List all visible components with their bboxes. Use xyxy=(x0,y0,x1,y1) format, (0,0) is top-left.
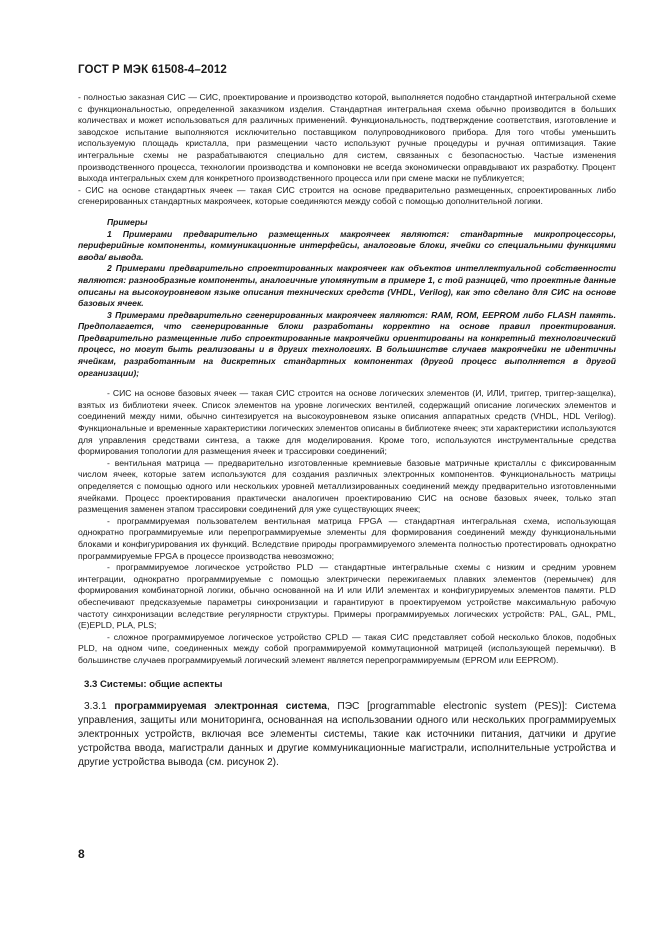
page-number: 8 xyxy=(78,847,85,861)
document-header: ГОСТ Р МЭК 61508-4–2012 xyxy=(78,64,227,76)
paragraph-pld: - программируемое логическое устройство PLD — стандартные интегральные схемы с низким и средним уровнем интеграции, однократно программируемые с помощью электрически пережигаемых плавких элементов (перемычек) для формирования комбинаторной логики, обычно основанной на И или ИЛИ элементах и конфигурируемых элементов памяти. PLD обеспечивают предсказуемые параметры синхронизации и гарантируют в проектируемом устройстве максимальную рабочую частоту синхронизации вследствие регулярности структуры. Примеры программируемых логических устройств: PAL, GAL, PML, (E)EPLD, PLA, PLS; xyxy=(78,562,616,631)
paragraph-gate-cell-asic: - СИС на основе базовых ячеек — такая СИС строится на основе логических элементов (И, ИЛИ, триггер, триггер-защелка), взятых из библиотеки ячеек. Список элементов на уровне логических вентилей, содержащий описание логических элементов и соединений между ними, обычно синтезируется на высокоуровневом языке описания аппаратных средств (VHDL, HDL Verilog). Функциональные и временные характеристики логических элементов описаны в библиотеке ячеек; эти характеристики используются для управления средствами синтеза, а также для моделирования. Кроме того, используются инструментальные средства формирования топологии для размещения ячеек и трассировки соединений; xyxy=(78,388,616,457)
definition-number: 3.3.1 xyxy=(84,701,107,713)
definition-term: программируемая электронная система xyxy=(114,701,327,713)
paragraph-fpga: - программируемая пользователем вентильная матрица FPGA — стандартная интегральная схема, использующая однократно программируемые или перепрограммируемые элементы для формирования соединений между функциональными блоками и конфигурирования их функций. Вследствие природы программируемого элемента полностью протестировать однократно программируемые FPGA в процессе производства невозможно; xyxy=(78,515,616,561)
paragraph-gate-array: - вентильная матрица — предварительно изготовленные кремниевые базовые матричные кристаллы с фиксированным числом ячеек, которые затем используются для создания различных электронных компонентов. Функциональность матрицы определяется с помощью одного или нескольких уровней металлизированных соединений между предварительно изготовленными ячейками. Процесс проектирования практически аналогичен проектированию СИС на основе базовых ячеек, только этап размещения заменен этапом трассировки соединений для уже существующих ячеек; xyxy=(78,457,616,515)
page-content xyxy=(78,92,616,770)
example-item-2: 2 Примерами предварительно спроектированных макроячеек как объектов интеллектуальной собственности являются: разнообразные компоненты, аналогичные упомянутым в примере 1, с той разницей, что проектные данные описаны на высокоуровневом языке описания технических средств (VHDL, Verilog), как это сделано для СИС на основе базовых ячеек. xyxy=(78,263,616,309)
paragraph-cpld: - сложное программируемое логическое устройство CPLD — такая СИС представляет собой несколько блоков, подобных PLD, на одном чипе, соединенных между собой программируемой коммутационной матрицей (использующей перемычки). В большинстве случаев программируемый логический элемент является перепрограммируемым (EPROM или EEPROM). xyxy=(78,631,616,665)
paragraph-standard-cell-asic: - СИС на основе стандартных ячеек — такая СИС строится на основе предварительно размещенных, спроектированных либо сгенерированных стандартных макроячеек, которые соединяются между собой с помощью дополнительной логики. xyxy=(78,184,616,207)
example-item-3: 3 Примерами предварительно сгенерированных макроячеек являются: RAM, ROM, EEPROM либо FLASH память. Предполагается, что сгенерированные блоки разработаны корректно на основе правил проектирования. Предварительно размещенные либо спроектированные макроячейки ориентированы на конкретный технологический процесс, но могут быть реализованы и в других технологиях. В большинстве случаев макроячейки не идентичны ячейкам, разработанным на дискретных стандартных компонентах (другой процесс выполняется в другой организации); xyxy=(78,309,616,378)
paragraph-full-custom-asic: - полностью заказная СИС — СИС, проектирование и производство которой, выполняется подобно стандартной интегральной схеме с функциональностью, определенной заказчиком изделия. Стандартная интегральная схема обычно производится в больших количествах и может использоваться для различных применений. Функциональность, подтверждение соответствия, изготовление и заводское испытание выполняются исключительно поставщиком полупроводникового прибора. Для того чтобы уменьшить используемую площадь кристалла, при размещении часто используют ручные процедуры и ручная оптимизация. Такие интегральные схемы не разрабатываются специально для систем, связанных с безопасностью. Частые изменения производственного процесса, технологии производства и компоновки не всегда экономически оправдывают их разработку. Процент выхода интегральных схем для конкретного производственного процесса или при смене маски не публикуется; xyxy=(78,92,616,184)
examples-heading: Примеры xyxy=(107,216,148,227)
definition-3-3-1 xyxy=(78,700,616,770)
example-item-1: 1 Примерами предварительно размещенных макроячеек являются: стандартные микропроцессоры, периферийные компоненты, коммуникационные интерфейсы, аналоговые блоки, ячейки со специальными функциями ввода/ вывода. xyxy=(78,228,616,262)
section-heading: 3.3 Системы: общие аспекты xyxy=(84,678,223,690)
definition-body: , ПЭС [programmable electronic system (PES)]: Система управления, защиты или мониторинга, основанная на использовании одного или нескольких программируемых электронных устройств, включая все элементы системы, такие как источники питания, датчики и другие устройства ввода, магистрали данных и другие коммуникационные магистрали, исполнительные устройства и другие устройства вывода (см. рисунок 2). xyxy=(78,701,616,769)
